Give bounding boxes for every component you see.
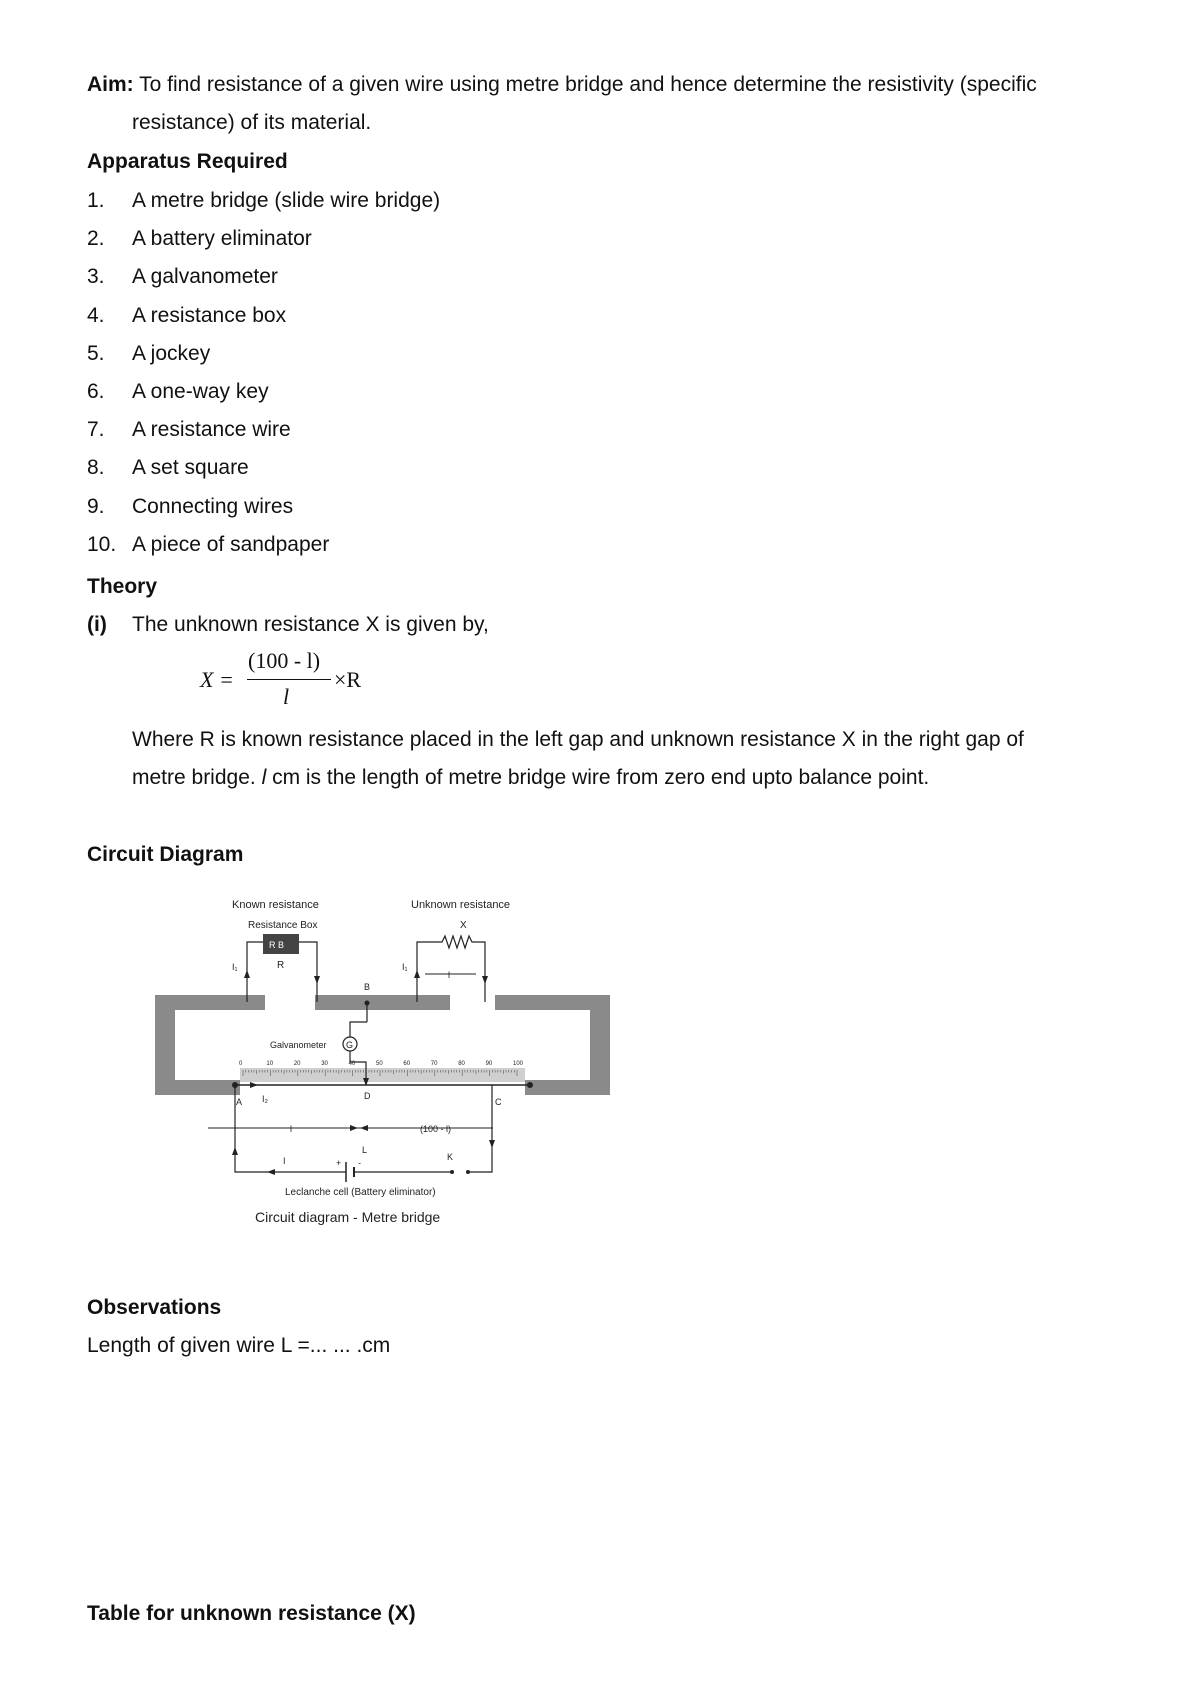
arrow-I1-right [414,970,420,978]
label-cell: Leclanche cell (Battery eliminator) [285,1187,436,1198]
apparatus-item-number: 8. [87,456,105,479]
where-text-a: metre bridge. [132,766,262,789]
scale-tick-label: 20 [293,1061,301,1067]
theory-where-line2 [132,764,929,792]
apparatus-item-text: Connecting wires [132,495,294,518]
wire-galv-top [350,1022,367,1037]
label-L: L [362,1145,368,1155]
scale-tick-label: 90 [485,1061,493,1067]
aim-line [87,71,1037,99]
label-l-seg: l [290,1124,292,1134]
aim-label: Aim: [87,73,134,96]
observations-heading: Observations [87,1296,222,1319]
arrow-I2 [250,1082,258,1088]
apparatus-item-number: 3. [87,265,105,288]
apparatus-item-text: A one-way key [132,380,269,403]
arrow-mid-down [314,976,320,984]
label-I1-left: I₁ [232,962,238,972]
scale-tick-label: 40 [348,1061,356,1067]
apparatus-item-number: 10. [87,533,117,556]
label-K: K [447,1152,454,1162]
apparatus-item-text: A resistance box [132,304,287,327]
apparatus-item-text: A galvanometer [132,265,278,288]
label-100-minus-l: (100 - l) [420,1124,452,1134]
label-X: X [460,920,467,931]
scale-tick-label: 100 [513,1061,524,1067]
label-box: Resistance Box [248,920,318,931]
point-B [365,1001,370,1006]
wire-length-line: Length of given wire L =... ... .cm [87,1334,391,1357]
theory-heading: Theory [87,575,158,598]
label-l-mid: l [448,970,450,980]
arrow-I-down [489,1140,495,1148]
label-minus: - [358,1158,361,1168]
apparatus-item-text: A battery eliminator [132,227,312,250]
theory-point-text: The unknown resistance X is given by, [132,613,489,636]
label-unknown: Unknown resistance [411,899,511,911]
label-galvanometer: Galvanometer [270,1040,327,1050]
apparatus-item-text: A metre bridge (slide wire bridge) [132,189,441,212]
aim-text: To find resistance of a given wire using metre bridge and hence determine the resistivity (specific [139,73,1037,96]
where-text-l: l [261,766,267,789]
label-I-bottom: I [283,1156,286,1166]
apparatus-item-number: 7. [87,418,105,441]
terminal-C [527,1082,533,1088]
circuit-diagram [150,890,620,1250]
arrow-I-left [267,1169,275,1175]
scale-labels [239,1061,524,1067]
arrow-I-up [232,1147,238,1155]
arrow-100-l [360,1125,368,1131]
scale-tick-label: 70 [430,1061,438,1067]
apparatus-item-number: 2. [87,227,105,250]
formula-rhs: ×R [334,667,362,692]
label-C: C [495,1097,502,1107]
scale-tick-label: 0 [239,1061,243,1067]
scale-tick-label: 50 [376,1061,383,1067]
apparatus-item-number: 6. [87,380,105,403]
label-G: G [346,1040,354,1050]
unknown-resistor-X [417,936,485,1002]
label-A: A [236,1097,243,1107]
scale-tick-label: 30 [321,1061,328,1067]
apparatus-item-number: 9. [87,495,105,518]
key-stud-1 [450,1170,454,1174]
label-known: Known resistance [232,899,319,911]
label-I2: I₂ [262,1094,268,1104]
where-text-b: cm is the length of metre bridge wire from zero end upto balance point. [266,766,930,789]
formula-numerator: (100 - l) [248,648,321,673]
arrow-right-down [482,976,488,984]
box-plug-text: R B [269,940,285,950]
arrow-I1-left [244,970,250,978]
apparatus-heading: Apparatus Required [87,150,288,173]
aim-text-continued: resistance) of its material. [132,111,372,134]
circuit-svg [150,890,620,1250]
theory-where-line1: Where R is known resistance placed in the left gap and unknown resistance X in the right gap of [132,728,1024,751]
apparatus-item-number: 4. [87,304,105,327]
apparatus-item-text: A jockey [132,342,211,365]
wire-mid-top [299,942,317,1002]
label-D: D [364,1091,371,1101]
key-stud-2 [466,1170,470,1174]
scale-tick-label: 80 [458,1061,465,1067]
table-heading: Table for unknown resistance (X) [87,1602,416,1625]
apparatus-item-text: A resistance wire [132,418,291,441]
apparatus-item-number: 1. [87,189,105,212]
label-plus: + [336,1158,342,1168]
scale-tick-label: 60 [403,1061,411,1067]
resistance-formula [200,648,400,718]
apparatus-item-text: A piece of sandpaper [132,533,330,556]
middle-strip [315,995,450,1010]
scale-tick-label: 10 [266,1061,274,1067]
theory-point-label: (i) [87,613,107,636]
formula-lhs: X = [200,667,234,692]
label-B: B [364,982,371,992]
label-I1-right: I₁ [402,962,408,972]
diagram-caption: Circuit diagram - Metre bridge [255,1209,441,1225]
apparatus-item-number: 5. [87,342,105,365]
apparatus-item-text: A set square [132,456,249,479]
label-R: R [277,960,285,971]
formula-fraction-bar [247,679,331,680]
formula-denominator: l [283,684,290,709]
wire-left-top [247,942,263,1002]
arrow-l [350,1125,358,1131]
circuit-heading: Circuit Diagram [87,843,244,866]
